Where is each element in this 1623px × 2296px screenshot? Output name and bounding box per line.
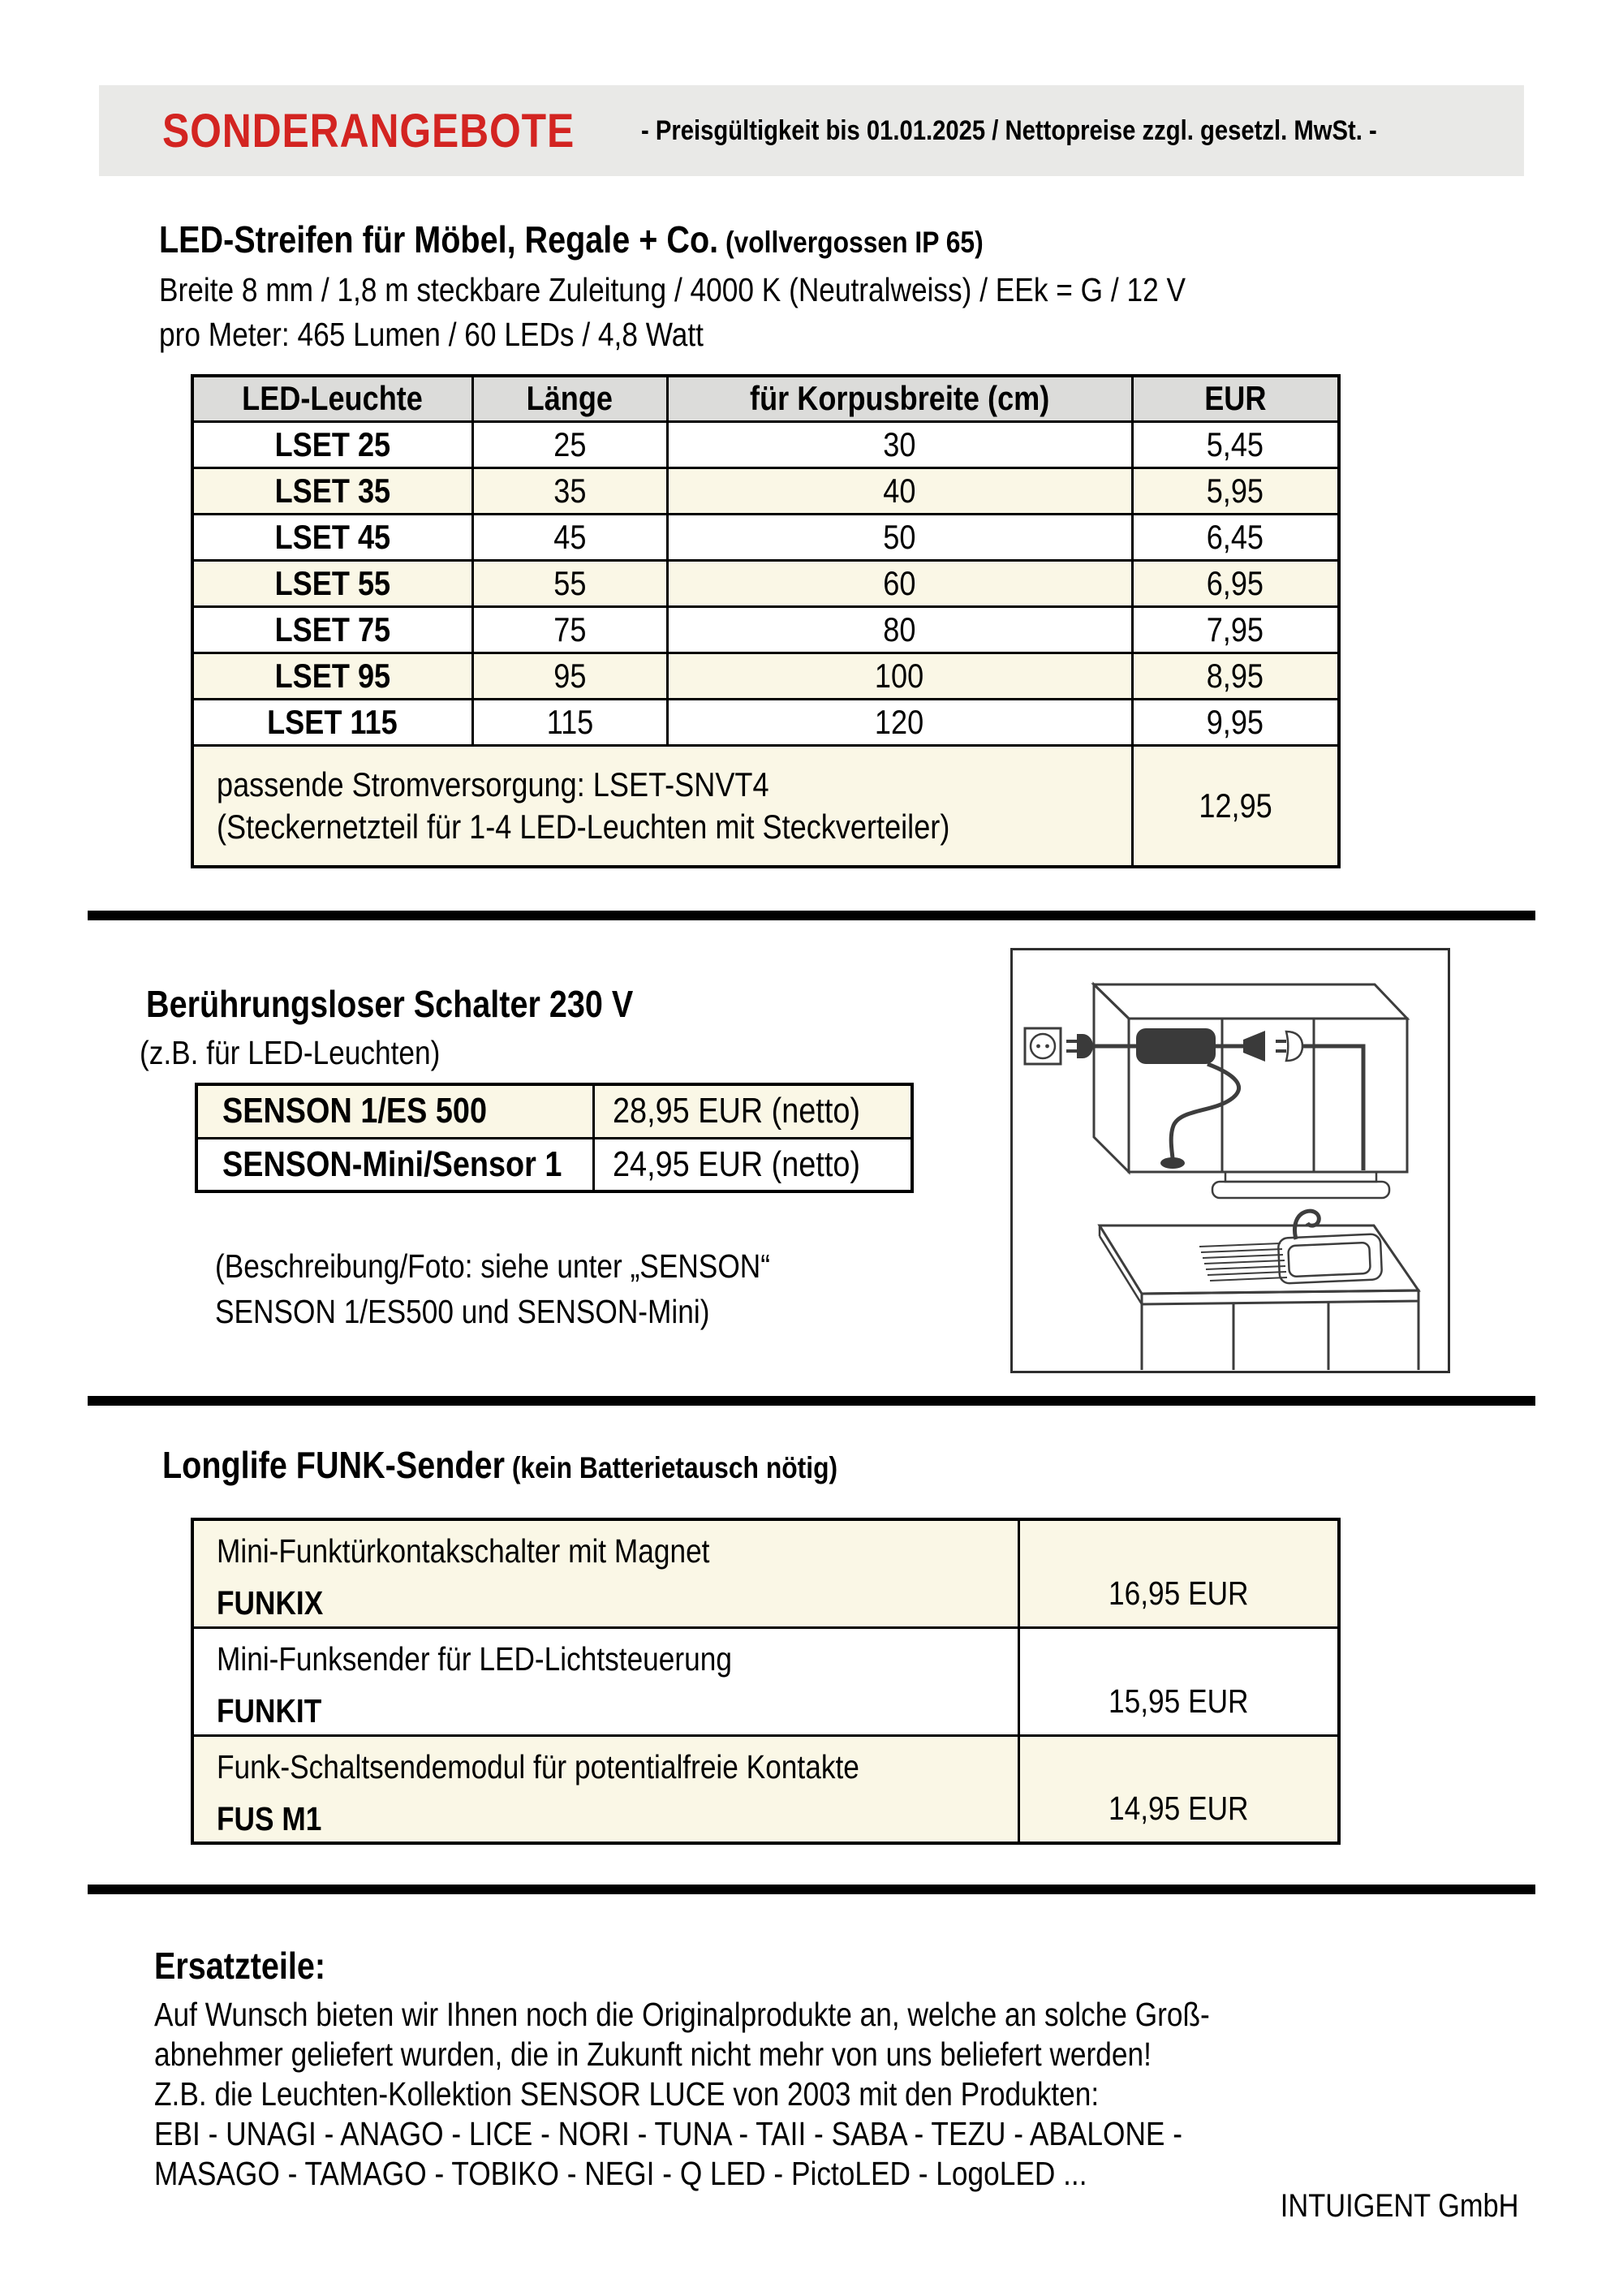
table-row xyxy=(192,1519,1339,1627)
product-code: FUNKIT xyxy=(217,1691,322,1730)
column-header: für Korpusbreite (cm) xyxy=(667,376,1132,421)
ersatzteile-paragraph xyxy=(154,1995,1382,2194)
cabinet-plinth xyxy=(1212,1172,1389,1198)
section-funk-title-suffix: (kein Batterietausch nötig) xyxy=(504,1451,838,1484)
senson-note-line1: (Beschreibung/Foto: siehe unter „SENSON“ xyxy=(215,1247,770,1285)
section-schalter-title: Berührungsloser Schalter 230 V xyxy=(146,983,634,1025)
product-code: FUNKIX xyxy=(217,1584,324,1622)
paragraph-line: abnehmer geliefert wurden, die in Zukunft nicht mehr von uns beliefert werden! xyxy=(154,2035,1152,2073)
table-row: SENSON 1/ES 500 28,95 EUR (netto) xyxy=(196,1084,912,1138)
cabinet-drawing xyxy=(1094,984,1407,1172)
led-description-line2: pro Meter: 465 Lumen / 60 LEDs / 4,8 Watt xyxy=(159,316,704,353)
table-row xyxy=(192,1735,1339,1843)
paragraph-line: Z.B. die Leuchten-Kollektion SENSOR LUCE von 2003 mit den Produkten: xyxy=(154,2075,1100,2113)
product-description: Funk-Schaltsendemodul für potentialfreie Kontakte xyxy=(217,1747,859,1786)
table-row: LSET 35 35 40 5,95 xyxy=(192,467,1339,514)
validity-note: - Preisgültigkeit bis 01.01.2025 / Nettopreise zzgl. gesetzl. MwSt. - xyxy=(641,114,1377,146)
sensor-icon xyxy=(1160,1157,1185,1169)
company-signature: INTUIGENT GmbH xyxy=(1281,2188,1519,2224)
product-price: 16,95 EUR xyxy=(1018,1519,1339,1627)
paragraph-line: MASAGO - TAMAGO - TOBIKO - NEGI - Q LED - PictoLED - LogoLED ... xyxy=(154,2155,1087,2192)
connector-plug-icon xyxy=(1243,1031,1265,1062)
table-header-row xyxy=(192,376,1339,421)
connector-socket-icon xyxy=(1286,1032,1302,1061)
column-header: EUR xyxy=(1132,376,1339,421)
power-supply-line2: (Steckernetzteil für 1-4 LED-Leuchten mit Steckverteiler) xyxy=(217,807,950,846)
funk-price-table xyxy=(191,1518,1341,1845)
wall-socket-icon xyxy=(1025,1028,1061,1064)
counter-drawing xyxy=(1100,1226,1419,1370)
section-divider xyxy=(88,1396,1535,1406)
section-led-title-text: LED-Streifen für Möbel, Regale + Co. xyxy=(159,218,719,261)
header-banner xyxy=(99,85,1524,176)
page-title: SONDERANGEBOTE xyxy=(162,104,575,157)
table-row: SENSON-Mini/Sensor 1 24,95 EUR (netto) xyxy=(196,1138,912,1191)
table-row: LSET 25 25 30 5,45 xyxy=(192,421,1339,467)
section-divider xyxy=(88,1885,1535,1894)
cabinet-sensor-sketch xyxy=(1013,950,1448,1371)
section-ersatzteile-title: Ersatzteile: xyxy=(154,1945,326,1987)
product-price: 15,95 EUR xyxy=(1018,1627,1339,1735)
section-funk-title xyxy=(162,1443,948,1487)
section-led-title xyxy=(159,218,1117,261)
senson-note-line2: SENSON 1/ES500 und SENSON-Mini) xyxy=(215,1293,710,1330)
section-schalter-subtitle: (z.B. für LED-Leuchten) xyxy=(140,1034,441,1071)
table-row xyxy=(192,1627,1339,1735)
sensor-cable xyxy=(1160,1064,1239,1169)
column-header: Länge xyxy=(472,376,667,421)
paragraph-line: Auf Wunsch bieten wir Ihnen noch die Originalprodukte an, welche an solche Groß- xyxy=(154,1996,1210,2033)
drainboard-drawing xyxy=(1199,1243,1287,1281)
power-supply-line1: passende Stromversorgung: LSET-SNVT4 xyxy=(217,765,769,803)
senson-note xyxy=(215,1243,860,1334)
sink-drawing xyxy=(1278,1234,1382,1283)
power-supply-row xyxy=(192,745,1339,867)
power-supply-price: 12,95 xyxy=(1132,745,1339,867)
section-funk-title-text: Longlife FUNK-Sender xyxy=(162,1444,505,1486)
table-row: LSET 75 75 80 7,95 xyxy=(192,606,1339,653)
paragraph-line: EBI - UNAGI - ANAGO - LICE - NORI - TUNA - TAII - SABA - TEZU - ABALONE - xyxy=(154,2115,1182,2152)
senson-price-table xyxy=(195,1083,914,1193)
product-description: Mini-Funktürkontakschalter mit Magnet xyxy=(217,1532,710,1570)
product-price: 14,95 EUR xyxy=(1018,1735,1339,1843)
table-row: LSET 95 95 100 8,95 xyxy=(192,653,1339,699)
table-row: LSET 55 55 60 6,95 xyxy=(192,560,1339,606)
table-row: LSET 45 45 50 6,45 xyxy=(192,514,1339,560)
product-code: FUS M1 xyxy=(217,1799,322,1837)
led-description-line1: Breite 8 mm / 1,8 m steckbare Zuleitung / 4000 K (Neutralweiss) / EEk = G / 12 V xyxy=(159,271,1186,308)
led-price-table xyxy=(191,374,1341,868)
column-header: LED-Leuchte xyxy=(192,376,472,421)
section-led-title-suffix: (vollvergossen IP 65) xyxy=(718,226,984,259)
cabinet-sensor-illustration xyxy=(1010,948,1450,1373)
section-divider xyxy=(88,911,1535,920)
product-description: Mini-Funksender für LED-Lichtsteuerung xyxy=(217,1639,732,1678)
table-row: LSET 115 115 120 9,95 xyxy=(192,699,1339,745)
